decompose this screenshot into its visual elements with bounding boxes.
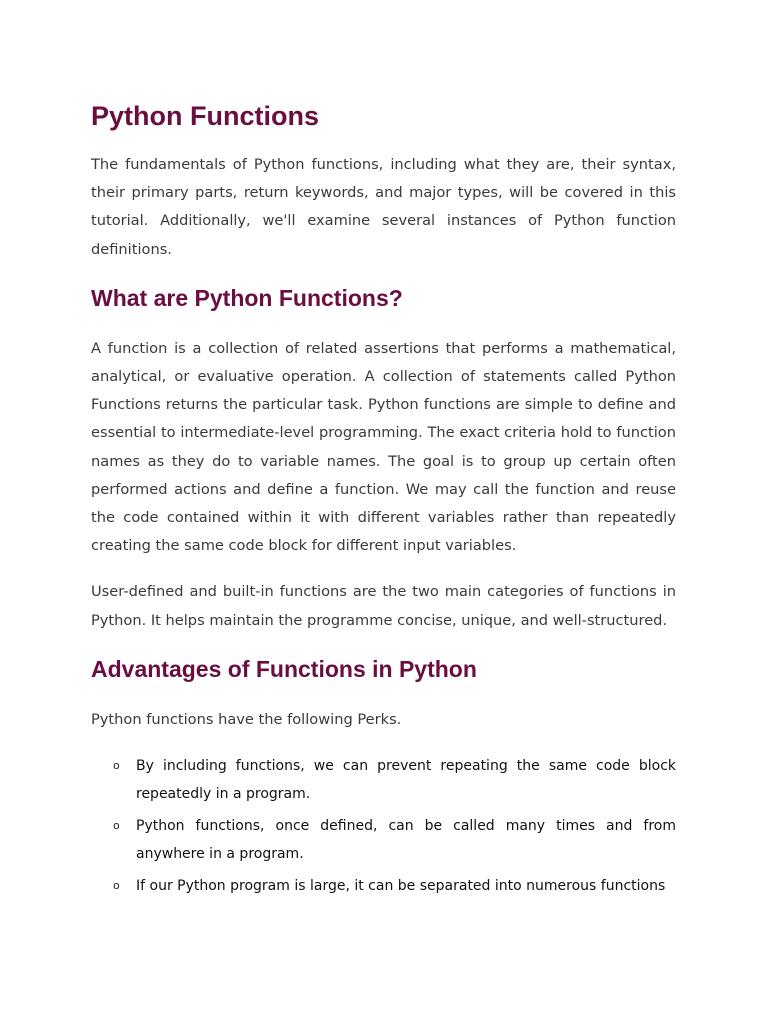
list-item-text: By including functions, we can prevent repeating the same code block repeatedly in a program. — [136, 758, 676, 803]
intro-paragraph: The fundamentals of Python functions, including what they are, their syntax, their primary parts, return keywords, and major types, will be covered in this tutorial. Additionally, we'll examine several instances of Python function definitions. — [91, 156, 676, 258]
list-item — [91, 812, 676, 868]
section-heading-what-are-functions: What are Python Functions? — [91, 284, 403, 311]
advantages-list — [91, 752, 676, 900]
bullet-circle-icon: o — [113, 819, 120, 833]
list-item — [91, 752, 676, 808]
bullet-circle-icon: o — [113, 879, 120, 893]
list-item-text: Python functions, once defined, can be called many times and from anywhere in a program. — [136, 818, 676, 863]
list-item — [91, 872, 676, 900]
list-item-text: If our Python program is large, it can be separated into numerous functions — [136, 878, 666, 895]
document-page — [91, 96, 676, 900]
definition-paragraph: A function is a collection of related assertions that performs a mathematical, analytical, or evaluative operation. A collection of statements called Python Functions returns the particular task. Python functions are simple to define and essential to intermediate-level programming. The exact criteria hold to function names as they do to variable names. The goal is to group up certain often performed actions and define a function. We may call the function and reuse the code contained within it with different variables rather than repeatedly creating the same code block for different input variables. — [91, 339, 676, 555]
categories-paragraph: User-defined and built-in functions are the two main categories of functions in Python. It helps maintain the programme concise, unique, and well-structured. — [91, 583, 676, 629]
section-heading-advantages: Advantages of Functions in Python — [91, 655, 477, 682]
bullet-circle-icon: o — [113, 759, 120, 773]
advantages-lead: Python functions have the following Perks. — [91, 710, 402, 728]
page-title: Python Functions — [91, 101, 319, 131]
